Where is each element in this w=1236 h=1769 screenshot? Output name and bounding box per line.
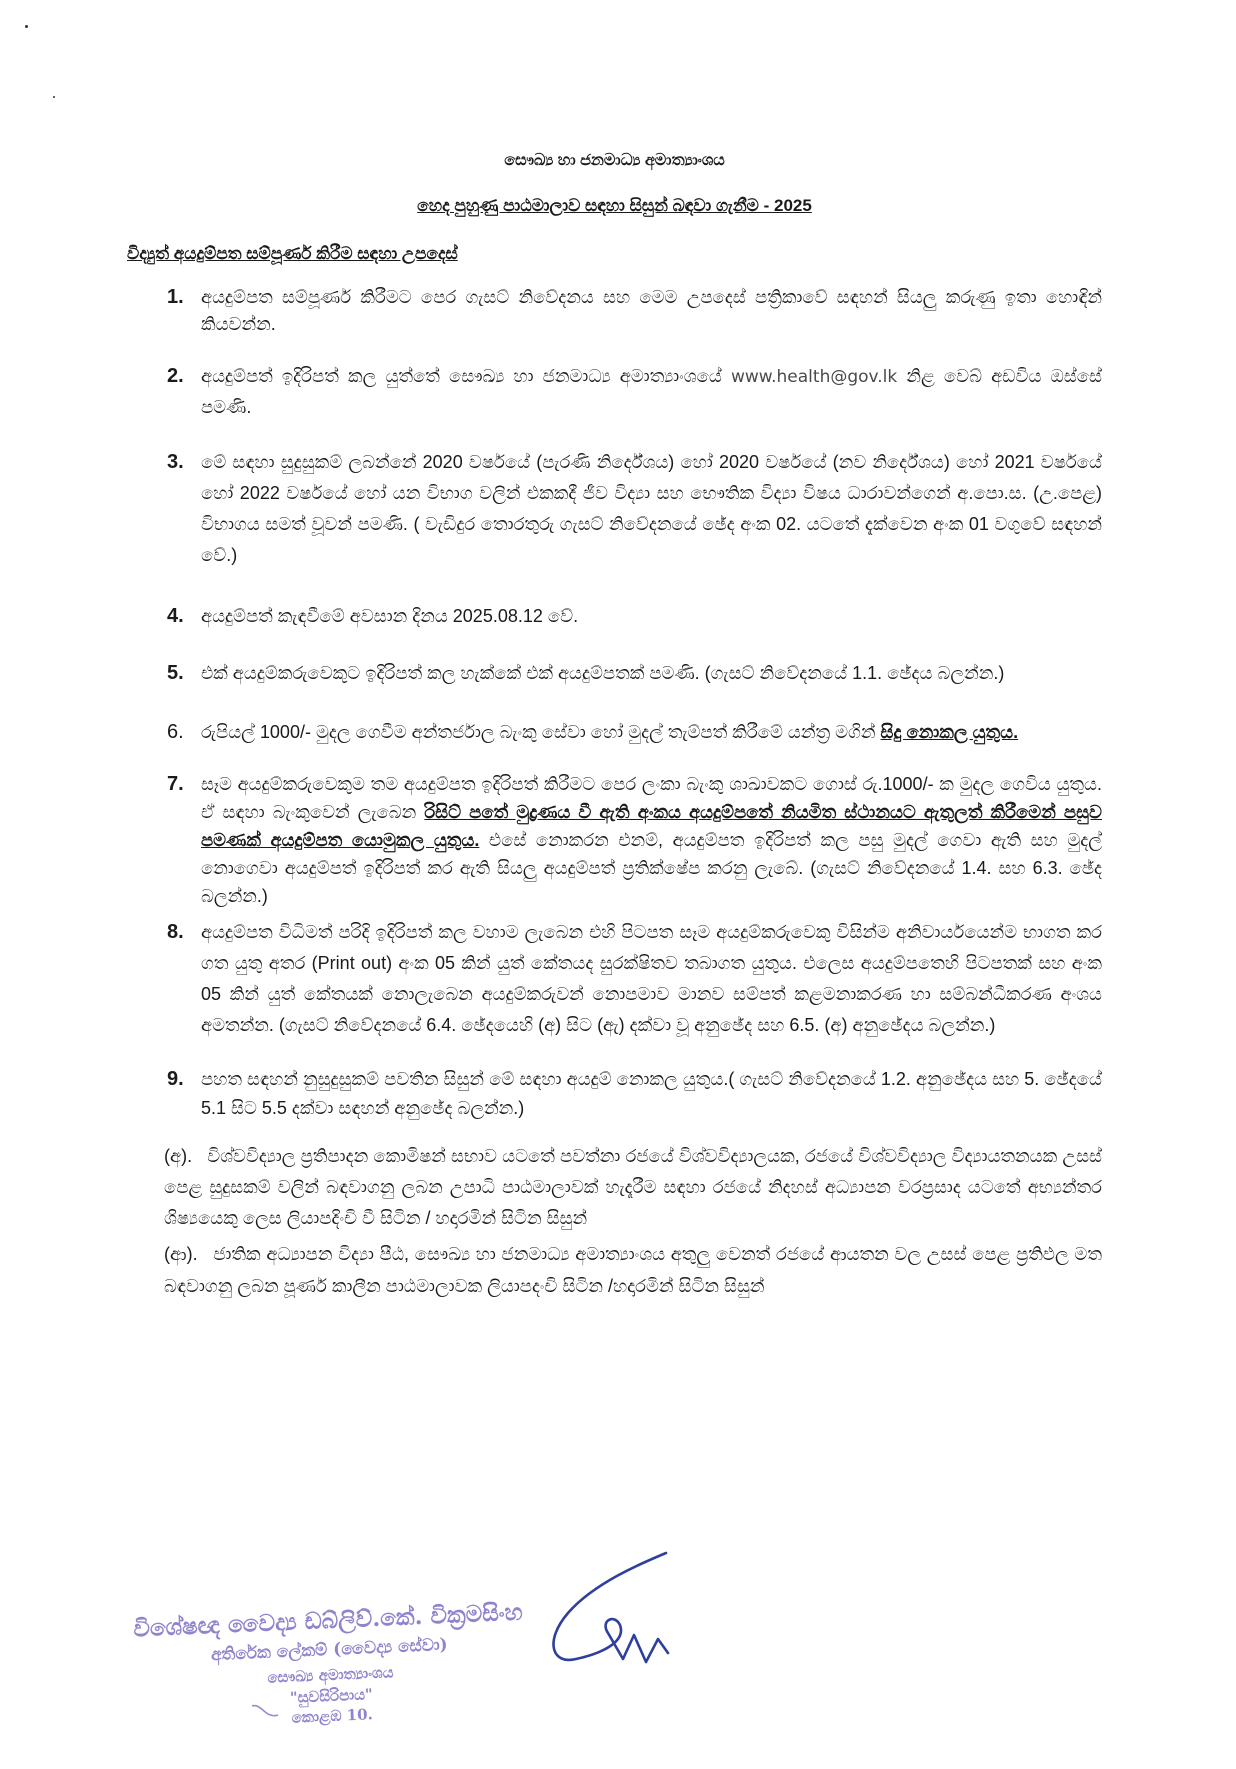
instruction-number: 5. xyxy=(167,662,184,684)
instruction-text: අයදුම්පත විධිමත් පරිදි ඉදිරිපත් කල වහාම ලැබෙන එහි පිටපත සෑම අයදුම්කරුවෙකු විසින්ම අනිවාර්යයෙන්ම භාගත කර ගත යුතු අතර (Print out) අංක 05 කින් යුත් කේතයද සුරක්ෂිතව තබාගත යුතුය. එලෙස අයදුම්පතෙහි පිටපතක් සහ අංක 05 කින් යුත් කේතයක් නොලැබෙන අයදුම්කරුවන් නොපමාව මානව සම්පත් කළමනාකරණ හා සම්බන්ධීකරණ අංශය අමතන්න. (ගැසට් නිවේදනයේ 6.4. ඡේදයෙහි (අ) සිට (ඇ) දක්වා වූ අනුඡේද සහ 6.5. (අ) අනුඡේදය බලන්න.) xyxy=(201,922,1102,1035)
stamp-building: "සුවසිරිපාය" xyxy=(289,1685,374,1707)
ministry-name: සෞඛ්‍ය හා ජනමාධ්‍ය අමාත්‍යාංශය xyxy=(504,152,725,169)
ineligible-text: ජාතික අධ්‍යාපන විද්‍යා පීඨ, සෞඛ්‍ය හා ජනමාධ්‍ය අමාත්‍යාංශය අතුලු වෙනත් රජයේ ආයතන වල උසස් පෙළ ප්‍රතිඵල මත බඳවාගනු ලබන පූර්ණ කාලීන පාඨමාලාවක ලියාපදංචි සිටින /හදාරමින් සිටින සිසුන් xyxy=(164,1244,1102,1296)
section-heading xyxy=(127,239,1102,269)
instruction-number: 8. xyxy=(167,921,184,943)
emphasized-warning: රිසිට් පතේ මුද්‍රණය වී ඇති අංකය අයදුම්පතේ නියමිත ස්ථානයට ඇතුලත් කිරීමෙන් පසුව පමණක් අයදුම්පත යොමුකල යුතුය. xyxy=(201,802,1102,850)
instruction-number: 7. xyxy=(167,773,184,795)
ineligible-label: (ආ). xyxy=(164,1244,198,1264)
instruction-number: 3. xyxy=(167,451,184,473)
ineligible-text: විශ්වවිද්‍යාල ප්‍රතිපාදන කොමිෂන් සභාව යටතේ පවත්නා රජයේ විශ්වවිද්‍යාලයක, රජයේ විශ්වවිද්‍යාල විද්‍යායතනයක උසස් පෙළ සුදුසකම් වලින් බඳවාගනු ලබන උපාධි පාඨමාලාවක් හැදෑරීම සඳහා රජයේ නිදහස් අධ්‍යාපන වරප්‍රසාද යටතේ අභ්‍යන්තර ශිෂ්‍යයෙකු ලෙස ලියාපදිංචි වී සිටින / හදාරමින් සිටින සිසුන් xyxy=(164,1146,1102,1228)
stamp-city: කොළඹ 10. xyxy=(291,1705,374,1727)
instruction-8 xyxy=(167,917,1102,1041)
instruction-text: මේ සඳහා සුදුසුකම් ලබන්නේ 2020 වර්ෂයේ (පැරණි නිර්දේශය) හෝ 2020 වර්ෂයේ (නව නිර්දේශය) හෝ 2021 වර්ෂයේ හෝ 2022 වර්ෂයේ හෝ යන විභාග වලින් එකකදී ජීව විද්‍යා සහ භෞතික විද්‍යා විෂය ධාරාවන්ගෙන් අ.පො.ස. (උ.පෙළ) විභාගය සමත් වූවන් පමණි. ( වැඩිදුර තොරතුරු ගැසට් නිවේදනයේ ඡේද අංක 02. යටතේ දැක්වෙන අංක 01 වගුවේ සඳහන් වේ.) xyxy=(201,452,1102,565)
instruction-text-part: අයදුම්පත් ඉදිරිපත් කල යුත්තේ සෞඛ්‍ය හා ජනමාධ්‍ය අමාත්‍යාංශයේ xyxy=(201,366,722,386)
document-title-text: හෙද පුහුණු පාඨමාලාව සඳහා සිසුන් බඳවා ගැනීම - 2025 xyxy=(417,196,812,215)
instruction-number: 6. xyxy=(167,721,184,743)
instruction-number: 9. xyxy=(167,1068,184,1090)
instruction-number: 4. xyxy=(167,605,184,627)
official-stamp xyxy=(128,1597,533,1734)
ineligible-label: (අ). xyxy=(164,1146,193,1166)
instruction-6 xyxy=(167,716,1102,748)
stamp-office: සෞඛ්‍ය අමාත්‍යාංශය xyxy=(266,1663,394,1687)
instruction-text-part: නිළ වෙබ් අඩවිය ඔස්සේ පමණි. xyxy=(201,366,1102,417)
stamp-name: විශේෂඥ වෛද්‍ය ඩබ්ලිව්.කේ. වික්‍රමසිංහ xyxy=(132,1598,524,1643)
instruction-text-part: එසේ නොකරන එනම්, අයදුම්පත ඉදිරිපත් කල පසු මුදල් ගෙවා ඇති සහ මුදල් නොගෙවා අයදුම්පත් ඉදිරිපත් කර ඇති සියලු අයදුම්පත් ප්‍රතික්ෂේප කරනු ලැබේ. (ගැසට් නිවේදනයේ 1.4. සහ 6.3. ඡේද බලන්න.) xyxy=(201,830,1102,906)
emphasized-warning: සිදු නොකල යුතුය. xyxy=(880,722,1019,742)
stamp-designation: අතිරේක ලේකම් (වෛද්‍ය සේවා) xyxy=(210,1634,449,1666)
instruction-5 xyxy=(167,658,1102,689)
instruction-4 xyxy=(167,601,1102,631)
handwritten-signature xyxy=(530,1545,680,1675)
instruction-number: 1. xyxy=(167,286,184,308)
instruction-1 xyxy=(167,284,1102,338)
instruction-text: පහත සඳහන් නුසුදුසුකම් පවතින සිසුන් මේ සඳහා අයදුම් නොකල යුතුය.( ගැසට් නිවේදනයේ 1.2. අනුඡේදය සහ 5. ඡේදයේ 5.1 සිට 5.5 දක්වා සඳහන් අනුඡේද බලන්න.) xyxy=(201,1069,1102,1118)
website-address: www.health@gov.lk xyxy=(730,367,898,387)
instruction-text xyxy=(201,716,1102,748)
instruction-7 xyxy=(167,770,1102,910)
instruction-text: අයදුම්පත් කැඳවීමේ අවසාන දිනය 2025.08.12 වේ. xyxy=(201,606,579,626)
signature-stroke xyxy=(554,1553,668,1662)
instruction-9 xyxy=(167,1065,1102,1123)
instruction-text: අයදුම්පත සම්පූර්ණ කිරීමට පෙර ගැසට් නිවේදනය සහ මෙම උපදෙස් පත්‍රිකාවේ සඳහන් සියලු කරුණු ඉතා හොඳින් කියවන්න. xyxy=(201,287,1102,334)
instruction-text-part: රුපියල් 1000/- මුදල ගෙවීම අන්තර්ජාල බැංකු සේවා හෝ මුදල් තැම්පත් කිරීමේ යන්ත්‍ර මගින් xyxy=(201,722,876,742)
section-heading-text: විද්‍යුත් අයදුම්පත සම්පූර්ණ කිරීම සඳහා උපදෙස් xyxy=(127,244,458,263)
instruction-text-part: සෑම අයදුම්කරුවෙකුම තම අයදුම්පත ඉදිරිපත් කිරීමට පෙර ලංකා බැංකු ශාඛාවකට ගොස් රු.1000/- ක මුදල ගෙවිය යුතුය. ඒ සඳහා බැංකුවෙන් ලැබෙන xyxy=(201,774,1102,822)
stamp-flourish xyxy=(250,1700,280,1720)
instruction-2 xyxy=(167,361,1102,422)
document-title xyxy=(127,191,1102,221)
instruction-number: 2. xyxy=(167,365,184,387)
instruction-3 xyxy=(167,447,1102,571)
instruction-text xyxy=(201,770,1102,910)
ineligible-item-b xyxy=(164,1238,1102,1302)
instruction-text: එක් අයදුම්කරුවෙකුට ඉදිරිපත් කල හැක්කේ එක් අයදුම්පතක් පමණි. (ගැසට් නිවේදනයේ 1.1. ඡේදය බලන්න.) xyxy=(201,663,1005,683)
instruction-text xyxy=(201,361,1102,422)
ineligible-item-a xyxy=(164,1141,1102,1234)
